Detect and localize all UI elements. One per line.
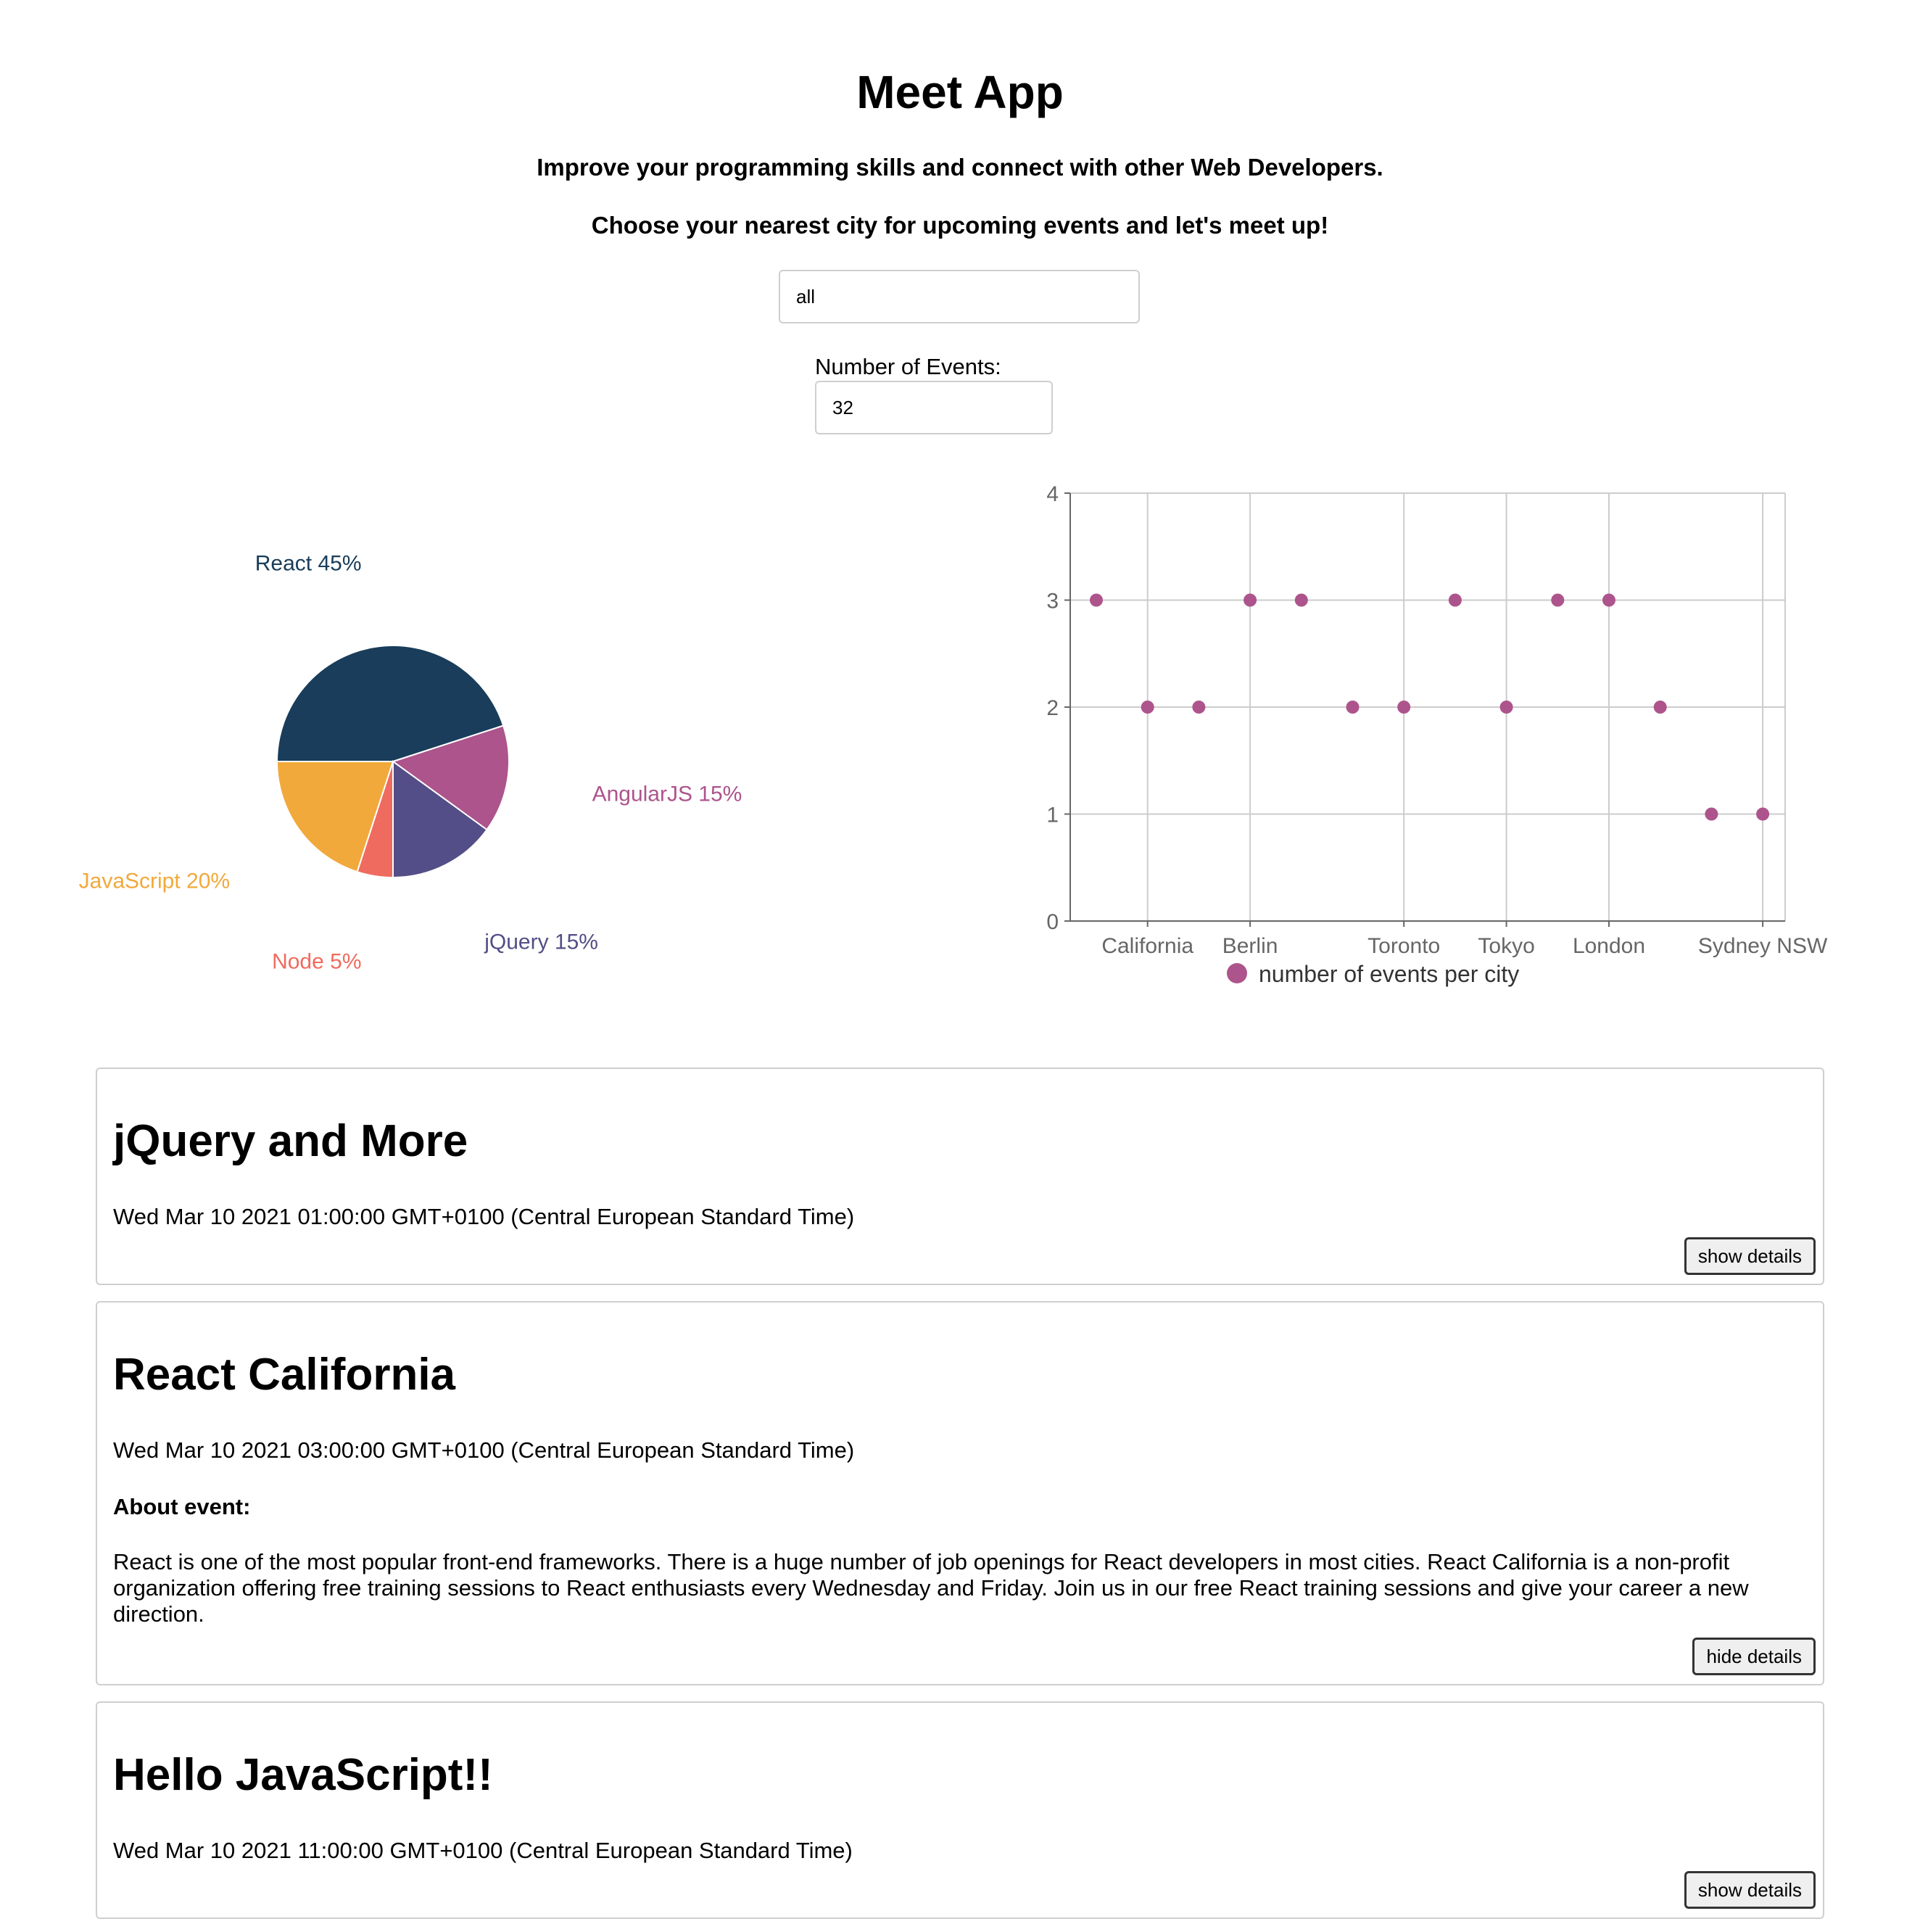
scatter-point bbox=[1500, 701, 1513, 714]
page-title: Meet App bbox=[856, 66, 1064, 118]
scatter-point bbox=[1551, 594, 1564, 607]
scatter-point bbox=[1295, 594, 1308, 607]
y-tick-label: 4 bbox=[1046, 482, 1059, 506]
x-tick-label: California bbox=[1101, 934, 1194, 958]
genre-pie-chart bbox=[0, 551, 957, 974]
x-tick-label: Toronto bbox=[1367, 934, 1441, 958]
about-event-label: About event: bbox=[113, 1494, 251, 1519]
legend-label: number of events per city bbox=[1259, 961, 1520, 987]
pie-label-node: Node 5% bbox=[272, 949, 362, 974]
pie-label-angularjs: AngularJS 15% bbox=[592, 782, 742, 806]
event-title: jQuery and More bbox=[113, 1116, 468, 1166]
scatter-point bbox=[1705, 808, 1718, 821]
y-tick-label: 0 bbox=[1046, 910, 1059, 934]
pie-label-react: React 45% bbox=[255, 551, 362, 576]
scatter-point bbox=[1090, 594, 1103, 607]
show-details-button[interactable]: show details bbox=[1684, 1871, 1816, 1909]
scatter-point bbox=[1756, 808, 1769, 821]
event-description: React is one of the most popular front-end frameworks. There is a huge number of job openings for React developers in most cities. React California is a non-profit organization offering free training sessions to React enthusiasts every Wednesday and Friday. Join us in our free React training sessions and give your career a new direction. bbox=[113, 1549, 1749, 1627]
pie-label-jquery: jQuery 15% bbox=[484, 930, 598, 954]
y-tick-label: 3 bbox=[1046, 589, 1059, 614]
number-of-events-label: Number of Events: bbox=[815, 354, 1001, 379]
page-subtitle: Improve your programming skills and connect with other Web Developers. bbox=[537, 154, 1383, 181]
event-card bbox=[96, 1301, 1824, 1685]
pie-label-javascript: JavaScript 20% bbox=[78, 869, 231, 893]
scatter-point bbox=[1244, 594, 1257, 607]
event-title: Hello JavaScript!! bbox=[113, 1750, 493, 1800]
x-tick-label: Sydney NSW bbox=[1697, 934, 1828, 958]
event-card bbox=[96, 1701, 1824, 1919]
scatter-point bbox=[1192, 701, 1205, 714]
event-date: Wed Mar 10 2021 03:00:00 GMT+0100 (Central European Standard Time) bbox=[113, 1437, 855, 1463]
event-card bbox=[96, 1068, 1824, 1285]
page-instructions: Choose your nearest city for upcoming events and let's meet up! bbox=[591, 212, 1329, 239]
scatter-point bbox=[1449, 594, 1462, 607]
show-details-button[interactable]: show details bbox=[1684, 1237, 1816, 1275]
number-of-events-input[interactable] bbox=[815, 381, 1053, 434]
x-tick-label: Tokyo bbox=[1478, 934, 1535, 958]
scatter-point bbox=[1602, 594, 1615, 607]
y-tick-label: 1 bbox=[1046, 803, 1059, 827]
event-title: React California bbox=[113, 1350, 456, 1400]
scatter-point bbox=[1141, 701, 1154, 714]
hide-details-button[interactable]: hide details bbox=[1692, 1638, 1816, 1675]
x-tick-label: London bbox=[1572, 934, 1646, 958]
event-date: Wed Mar 10 2021 01:00:00 GMT+0100 (Central European Standard Time) bbox=[113, 1204, 855, 1229]
y-tick-label: 2 bbox=[1046, 696, 1059, 720]
events-scatter-chart bbox=[1001, 464, 1900, 1001]
legend-marker bbox=[1227, 963, 1247, 983]
scatter-point bbox=[1654, 701, 1667, 714]
x-tick-label: Berlin bbox=[1222, 934, 1278, 958]
scatter-point bbox=[1397, 701, 1410, 714]
city-search-input[interactable] bbox=[779, 270, 1140, 323]
event-date: Wed Mar 10 2021 11:00:00 GMT+0100 (Central European Standard Time) bbox=[113, 1838, 853, 1863]
scatter-point bbox=[1346, 701, 1360, 714]
